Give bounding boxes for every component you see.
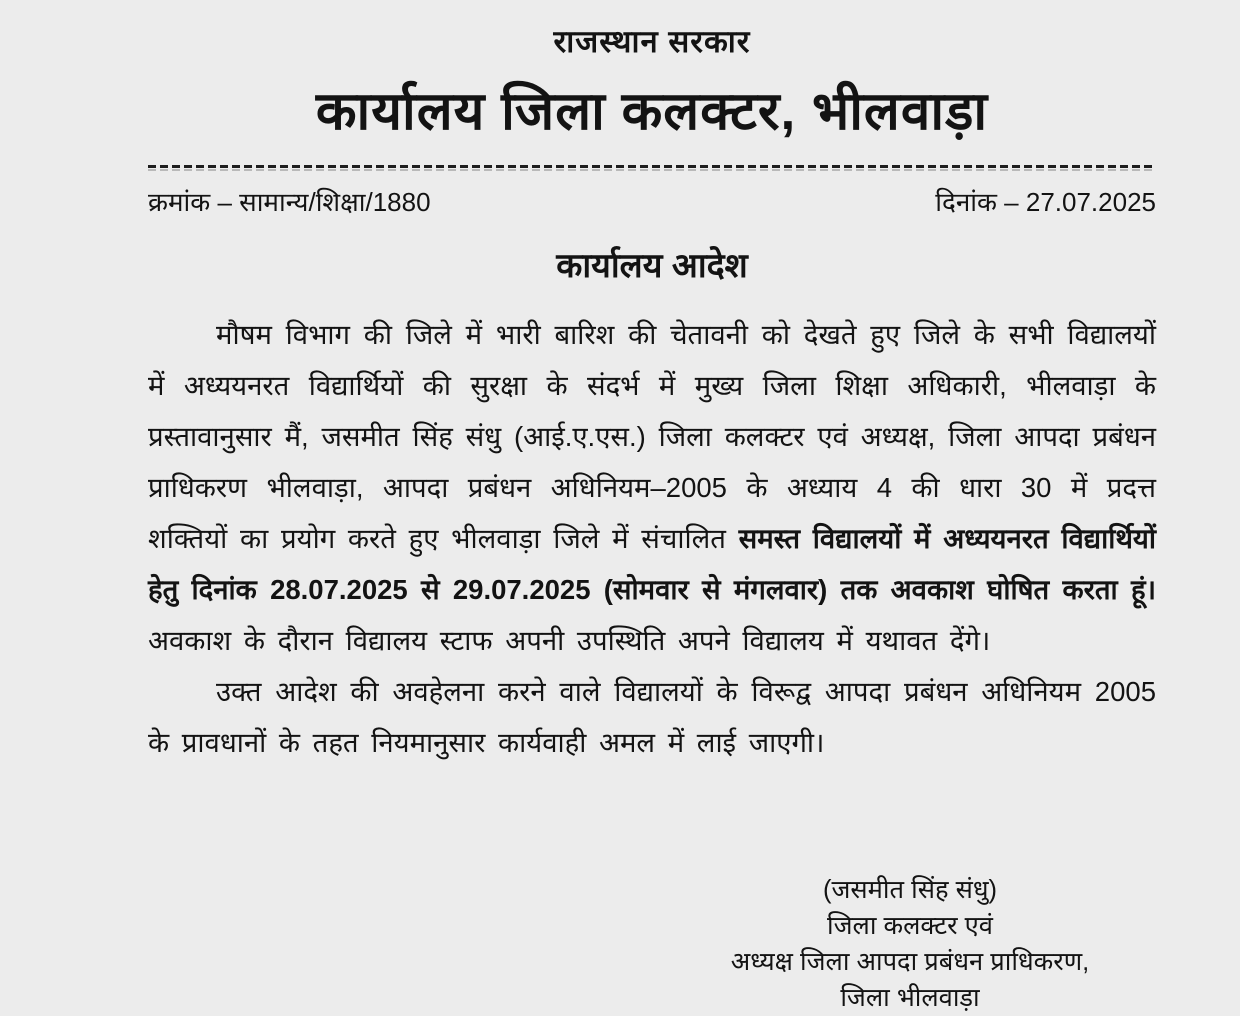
order-paragraph-1: [148, 309, 1156, 666]
order-title: कार्यालय आदेश: [556, 247, 748, 285]
para1-text-end: अवकाश के दौरान विद्यालय स्टाफ अपनी उपस्थिति अपने विद्यालय में यथावत देंगे।: [148, 625, 991, 656]
signatory-designation-1: जिला कलक्टर एवं: [827, 912, 993, 940]
reference-number: क्रमांक – सामान्य/शिक्षा/1880: [148, 187, 431, 217]
letterhead: [148, 16, 1156, 219]
office-title: कार्यालय जिला कलक्टर, भीलवाड़ा: [315, 82, 989, 141]
dashed-divider: [148, 165, 1156, 171]
signatory-name: (जसमीत सिंह संधु): [822, 876, 997, 904]
order-body: [148, 241, 1156, 768]
signatory-designation-3: जिला भीलवाड़ा: [840, 984, 980, 1012]
para1-holiday-declaration: समस्त विद्यालयों में अध्ययनरत विद्यार्थियों हेतु दिनांक 28.07.2025 से 29.07.2025 (सोमवार से मंगलवार) तक अवकाश घोषित करता हूं।: [148, 523, 1156, 605]
signatory-designation-2: अध्यक्ष जिला आपदा प्रबंधन प्राधिकरण,: [730, 948, 1090, 976]
government-title: राजस्थान सरकार: [553, 24, 751, 59]
reference-row: [148, 183, 1156, 219]
order-paragraph-2: उक्त आदेश की अवहेलना करने वाले विद्यालयों के विरूद्व आपदा प्रबंधन अधिनियम 2005 के प्रावधानों के तहत नियमानुसार कार्यवाही अमल में लाई जाएगी।: [148, 676, 1156, 758]
order-date: दिनांक – 27.07.2025: [935, 187, 1156, 217]
signature-block: [670, 872, 1150, 1016]
para1-text-start: मौषम विभाग की जिले में भारी बारिश की चेतावनी को देखते हुए जिले के सभी विद्यालयों में अध्ययनरत विद्यार्थियों की सुरक्षा के संदर्भ में मुख्य जिला शिक्षा अधिकारी, भीलवाड़ा के प्रस्तावानुसार मैं, जसमीत सिंह संधु (आई.ए.एस.) जिला कलक्टर एवं अध्यक्ष, जिला आपदा प्रबंधन प्राधिकरण भीलवाड़ा, आपदा प्रबंधन अधिनियम–2005 के अध्याय 4 की धारा 30 में प्रदत्त शक्तियों का प्रयोग करते हुए भीलवाड़ा जिले में संचालित: [148, 319, 1156, 554]
